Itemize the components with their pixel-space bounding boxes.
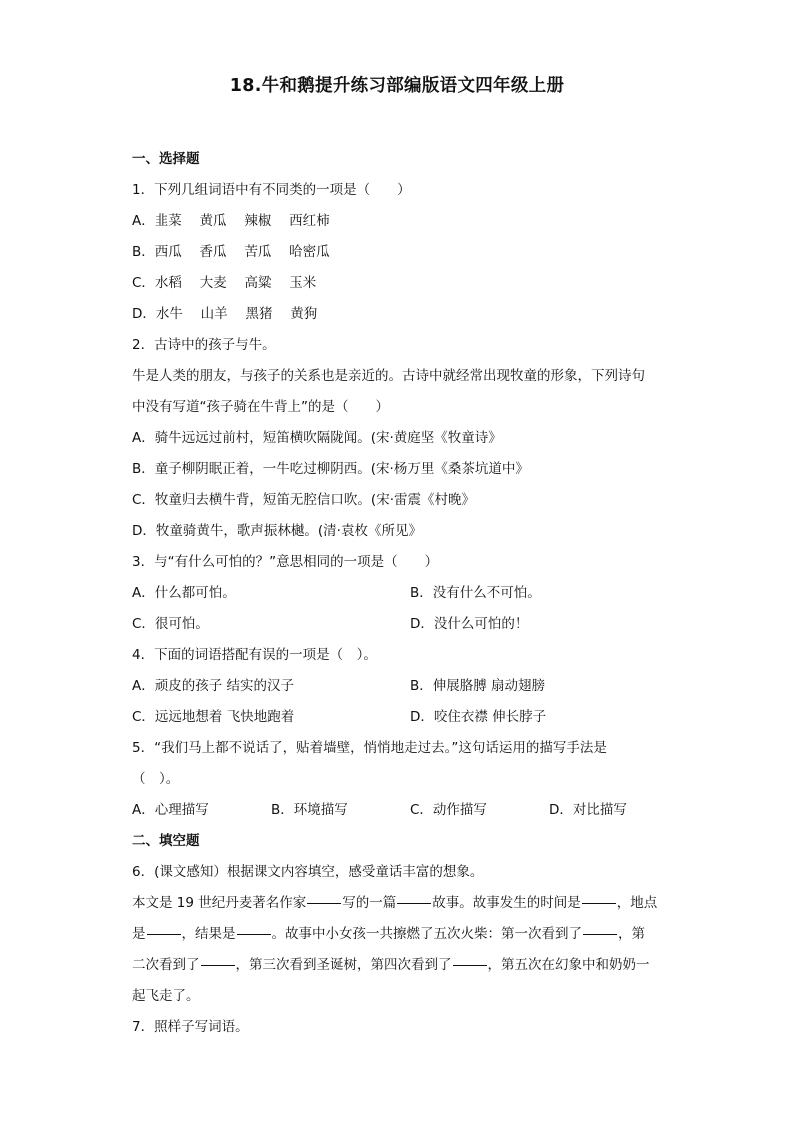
q5-option-a: A．心理描写 — [132, 802, 209, 818]
section-heading-choice: 一、选择题 — [132, 151, 200, 167]
section-heading-fill: 二、填空题 — [132, 833, 200, 849]
answer-blank[interactable] — [397, 902, 431, 904]
q6-text-line-1 — [132, 888, 664, 919]
q4-option-a: A．顽皮的孩子 结实的汉子 — [132, 678, 295, 694]
q1-option-c: C．水稻 大麦 高粱 玉米 — [132, 275, 317, 291]
q6-text-line-2 — [132, 919, 664, 950]
q2-option-c: C．牧童归去横牛背，短笛无腔信口吹。(宋·雷震《村晚》 — [132, 492, 475, 508]
q6-text-line-3 — [132, 950, 664, 981]
question-7-stem: 7．照样子写词语。 — [132, 1019, 249, 1035]
q1-option-b: B．西瓜 香瓜 苦瓜 哈密瓜 — [132, 244, 330, 260]
q6-text: 是 — [132, 926, 146, 942]
q5-options-row — [132, 795, 664, 826]
q2-option-d: D．牧童骑黄牛，歌声振林樾。(清·袁枚《所见》 — [132, 523, 422, 539]
q6-text: 写的一篇 — [342, 895, 397, 911]
answer-blank[interactable] — [582, 902, 616, 904]
page-title: 18.牛和鹅提升练习部编版语文四年级上册 — [229, 76, 565, 96]
question-2-stem: 2．古诗中的孩子与牛。 — [132, 337, 276, 353]
q4-option-b: B．伸展胳膊 扇动翅膀 — [410, 678, 546, 694]
answer-blank[interactable] — [147, 933, 181, 935]
q5-option-d: D．对比描写 — [549, 802, 627, 818]
q3-option-b: B．没有什么不可怕。 — [410, 585, 541, 601]
q2-option-a: A．骑牛远远过前村，短笛横吹隔陇闻。(宋·黄庭坚《牧童诗》 — [132, 430, 502, 446]
q4-options-row-1 — [132, 671, 664, 702]
question-5-stem-line-2: （ ）。 — [132, 771, 180, 787]
q6-text: ，结果是 — [181, 926, 236, 942]
q2-paragraph-line-2: 中没有写道“孩子骑在牛背上”的是（ ） — [132, 399, 389, 415]
q3-option-c: C．很可怕。 — [132, 616, 209, 632]
question-6-stem: 6．(课文感知）根据课文内容填空，感受童话丰富的想象。 — [132, 864, 484, 880]
q4-option-d: D．咬住衣襟 伸长脖子 — [410, 709, 547, 725]
q2-option-b: B．童子柳阴眠正着，一牛吃过柳阴西。(宋·杨万里《桑茶坑道中》 — [132, 461, 529, 477]
q6-text: 故事。故事发生的时间是 — [432, 895, 581, 911]
q6-text: ，第三次看到圣诞树，第四次看到了 — [235, 957, 452, 973]
q6-text: ，第五次在幻象中和奶奶一 — [487, 957, 650, 973]
q3-option-a: A．什么都可怕。 — [132, 585, 236, 601]
answer-blank[interactable] — [453, 964, 487, 966]
q6-text-line-4: 起飞走了。 — [132, 988, 200, 1004]
question-5-stem-line-1: 5．“我们马上都不说话了，贴着墙壁，悄悄地走过去。”这句话运用的描写手法是 — [132, 740, 607, 756]
q4-options-row-2 — [132, 702, 664, 733]
answer-blank[interactable] — [583, 933, 617, 935]
q3-option-d: D．没什么可怕的！ — [410, 616, 529, 632]
q1-option-d: D．水牛 山羊 黑猪 黄狗 — [132, 306, 318, 322]
q6-text: 本文是 19 世纪丹麦著名作家 — [132, 895, 307, 911]
q5-option-c: C．动作描写 — [410, 802, 487, 818]
q1-option-a: A．韭菜 黄瓜 辣椒 西红柿 — [132, 213, 330, 229]
answer-blank[interactable] — [201, 964, 235, 966]
q3-options-row-2 — [132, 609, 664, 640]
q6-text: ，地点 — [616, 895, 658, 911]
question-3-stem: 3．与“有什么可怕的？”意思相同的一项是（ ） — [132, 554, 439, 570]
q6-text: ，第 — [618, 926, 645, 942]
q6-text: 。故事中小女孩一共擦燃了五次火柴：第一次看到了 — [271, 926, 582, 942]
q3-options-row-1 — [132, 578, 664, 609]
q5-option-b: B．环境描写 — [271, 802, 348, 818]
q6-text: 二次看到了 — [132, 957, 200, 973]
q2-paragraph-line-1: 牛是人类的朋友，与孩子的关系也是亲近的。古诗中就经常出现牧童的形象，下列诗句 — [132, 368, 645, 384]
worksheet-body — [132, 144, 664, 1043]
answer-blank[interactable] — [307, 902, 341, 904]
q4-option-c: C．远远地想着 飞快地跑着 — [132, 709, 295, 725]
answer-blank[interactable] — [237, 933, 271, 935]
question-1-stem: 1．下列几组词语中有不同类的一项是（ ） — [132, 182, 411, 198]
question-4-stem: 4．下面的词语搭配有误的一项是（ ）。 — [132, 647, 377, 663]
